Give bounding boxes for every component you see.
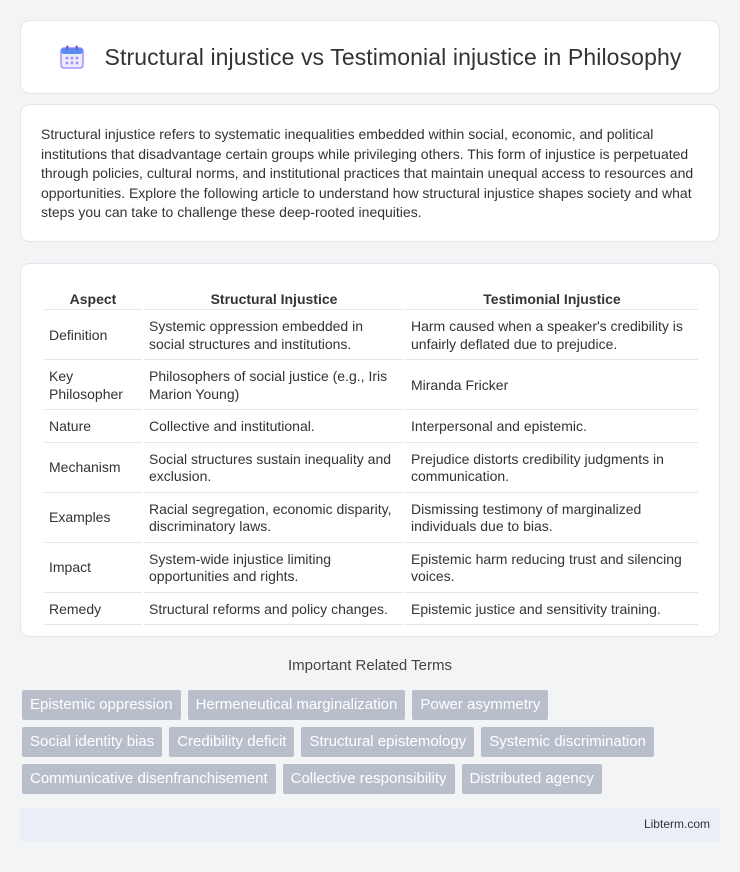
- row-structural: Racial segregation, economic disparity, discriminatory laws.: [144, 495, 404, 543]
- table-row: [44, 412, 698, 443]
- comparison-table-card: [20, 263, 720, 637]
- row-aspect: Definition: [44, 312, 142, 360]
- table-row: [44, 545, 698, 593]
- tag-social-identity-bias[interactable]: Social identity bias: [22, 727, 162, 757]
- table-row: [44, 445, 698, 493]
- tag-power-asymmetry[interactable]: Power asymmetry: [412, 690, 548, 720]
- row-testimonial: Epistemic justice and sensitivity training.: [406, 595, 698, 626]
- tag-distributed-agency[interactable]: Distributed agency: [462, 764, 602, 794]
- row-testimonial: Prejudice distorts credibility judgments in communication.: [406, 445, 698, 493]
- header-aspect: Aspect: [44, 286, 142, 310]
- tag-epistemic-oppression[interactable]: Epistemic oppression: [22, 690, 181, 720]
- tag-communicative-disenfranchisement[interactable]: Communicative disenfranchisement: [22, 764, 276, 794]
- comparison-table: [42, 284, 700, 627]
- table-row: [44, 595, 698, 626]
- page-title: Structural injustice vs Testimonial injustice in Philosophy: [104, 43, 682, 70]
- row-aspect: Examples: [44, 495, 142, 543]
- row-testimonial: Dismissing testimony of marginalized individuals due to bias.: [406, 495, 698, 543]
- tag-row: [22, 764, 722, 794]
- row-aspect: Key Philosopher: [44, 362, 142, 410]
- intro-text: Structural injustice refers to systematic inequalities embedded within social, economic, and political institutions that disadvantage certain groups while privileging others. This form of injustice is perpetuated through policies, cultural norms, and institutional practices that maintain unequal access to resources and opportunities. Explore the following article to understand how structural injustice shapes society and what steps you can take to challenge these deep-rooted inequities.: [41, 126, 694, 221]
- row-structural: System-wide injustice limiting opportunities and rights.: [144, 545, 404, 593]
- tag-systemic-discrimination[interactable]: Systemic discrimination: [481, 727, 654, 757]
- row-testimonial: Interpersonal and epistemic.: [406, 412, 698, 443]
- table-header-row: [44, 286, 698, 310]
- related-terms: [22, 690, 722, 801]
- table-row: [44, 312, 698, 360]
- related-terms-title: Important Related Terms: [288, 657, 452, 674]
- title-card: [20, 20, 720, 94]
- tag-structural-epistemology[interactable]: Structural epistemology: [301, 727, 474, 757]
- table-row: [44, 362, 698, 410]
- row-structural: Collective and institutional.: [144, 412, 404, 443]
- footer: [20, 808, 720, 841]
- header-structural: Structural Injustice: [144, 286, 404, 310]
- tag-row: [22, 727, 722, 757]
- tag-row: [22, 690, 722, 720]
- table-row: [44, 495, 698, 543]
- row-aspect: Nature: [44, 412, 142, 443]
- tag-collective-responsibility[interactable]: Collective responsibility: [283, 764, 455, 794]
- row-aspect: Mechanism: [44, 445, 142, 493]
- header-testimonial: Testimonial Injustice: [406, 286, 698, 310]
- row-aspect: Impact: [44, 545, 142, 593]
- tag-hermeneutical-marginalization[interactable]: Hermeneutical marginalization: [188, 690, 406, 720]
- row-testimonial: Harm caused when a speaker's credibility is unfairly deflated due to prejudice.: [406, 312, 698, 360]
- intro-card: [20, 104, 720, 242]
- row-structural: Social structures sustain inequality and exclusion.: [144, 445, 404, 493]
- row-aspect: Remedy: [44, 595, 142, 626]
- footer-site-link[interactable]: Libterm.com: [643, 817, 710, 831]
- row-structural: Structural reforms and policy changes.: [144, 595, 404, 626]
- row-testimonial: Epistemic harm reducing trust and silencing voices.: [406, 545, 698, 593]
- row-testimonial: Miranda Fricker: [406, 362, 698, 410]
- row-structural: Philosophers of social justice (e.g., Iris Marion Young): [144, 362, 404, 410]
- tag-credibility-deficit[interactable]: Credibility deficit: [169, 727, 294, 757]
- calendar-icon: [59, 44, 85, 70]
- row-structural: Systemic oppression embedded in social structures and institutions.: [144, 312, 404, 360]
